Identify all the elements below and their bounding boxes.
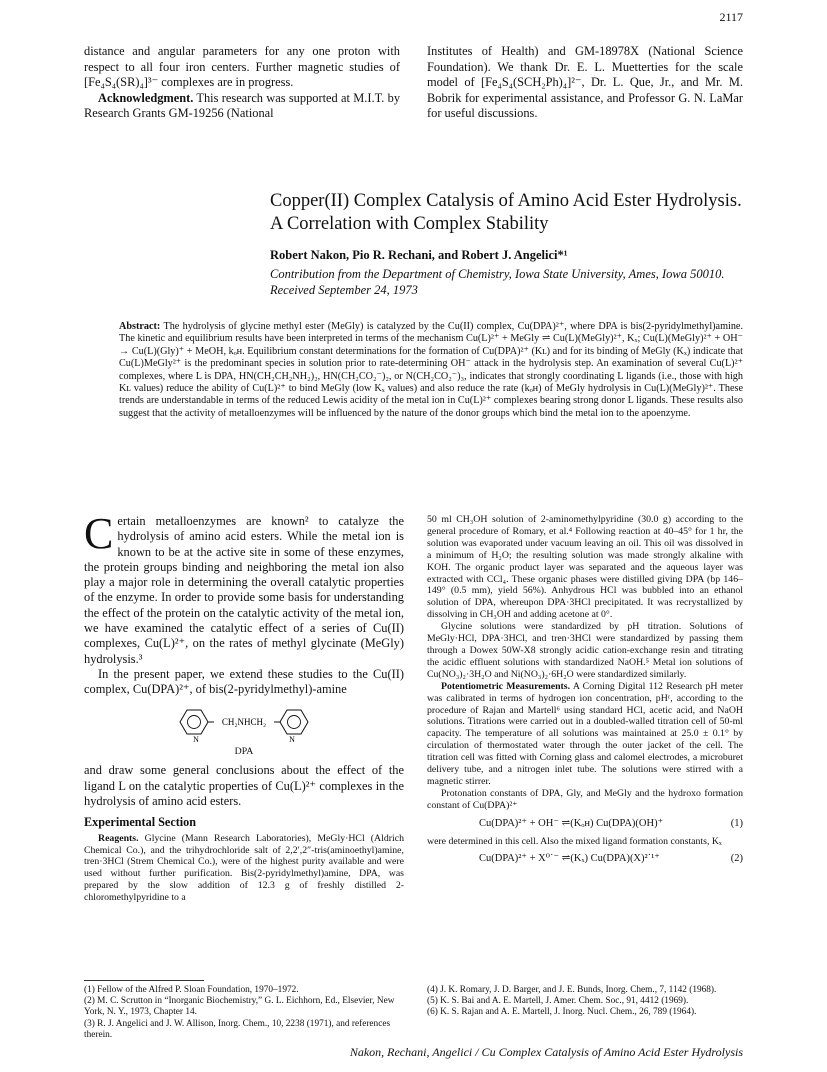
dpa-structure bbox=[84, 706, 404, 758]
intro-paragraph-1 bbox=[84, 509, 404, 667]
equation-1 bbox=[427, 818, 743, 830]
main-left-column bbox=[84, 509, 404, 904]
ack-text: This research was supported at M.I.T. by Research Grants GM-19256 (National bbox=[84, 90, 401, 120]
ack-heading: Acknowledgment. bbox=[98, 90, 194, 105]
potentiometric-heading: Potentiometric Measurements. bbox=[441, 680, 571, 692]
intro-paragraph-2: In the present paper, we extend these studies to the Cu(II) complex, Cu(DPA)²⁺, of bis(2-pyridylmethyl)-amine bbox=[84, 666, 404, 697]
intro-paragraph-3: and draw some general conclusions about the effect of the ligand L on the catalytic properties of Cu(L)²⁺ complexes in the hydrolysis of amino acid esters. bbox=[84, 763, 404, 809]
footnote-2: (2) M. C. Scrutton in “Inorganic Biochemistry,” G. L. Eichhorn, Ed., Elsevier, New York, N. Y., 1973, Chapter 14. bbox=[84, 996, 395, 1018]
abstract-text: The hydrolysis of glycine methyl ester (MeGly) is catalyzed by the Cu(II) complex, Cu(DPA)²⁺, where DPA is bis(2-pyridylmethyl)amine. The kinetic and equilibrium results have been interpreted in terms of the mechanism Cu(L)²⁺ + MeGly ⇌ Cu(L)(MeGly)²⁺, Kₓ; Cu(L)(MeGly)²⁺ + OH⁻ → Cu(L)(Gly)⁺ + MeOH, kₒʜ. Equilibrium constant determinations for the formation of Cu(DPA)²⁺ (Kʟ) and for its binding of MeGly (Kₓ) indicate that Cu(L)MeGly²⁺ is the predominant species in solution prior to rate-determining OH⁻ attack in the hydrolysis step. An examination of several Cu(L)²⁺ complexes, where L is DPA, HN(CH₂CH₂NH₂)₂, HN(CH₂CO₂⁻)₂, or N(CH₂CO₂⁻)₃, indicates that strongly coordinating L ligands (i.e., those with high Kʟ values) reduce the ability of Cu(L)²⁺ to bind MeGly (low Kₓ values) and also reduce the rate (kₒʜ) of MeGly hydrolysis in Cu(L)(MeGly)²⁺. These trends are understandable in terms of the reduced Lewis acidity of the metal ion in Cu(L)²⁺ complexes bearing strong donor L ligands. These results also suggest that the activity of metalloenzymes will be influenced by the nature of the donor groups which bind the metal ion to the apoenzyme. bbox=[119, 321, 743, 419]
acknowledgment bbox=[84, 91, 400, 122]
carryover-text: distance and angular parameters for any one proton with respect to all four iron centers. Further magnetic studies of [Fe₄S₄(SR)₄]³⁻ complexes are in progress. bbox=[84, 44, 400, 89]
reagents-paragraph bbox=[84, 833, 404, 904]
ack-continued: Institutes of Health) and GM-18978X (National Science Foundation). We thank Dr. E. L. Muetterties for the scale model of [Fe₄S₄(SCH₂Ph)₄]²⁻, Dr. L. Que, Jr., and Mr. M. Bobrik for experimental assistance, and Professor G. N. LaMar for useful discussions. bbox=[427, 44, 743, 120]
potentiometric-text: A Corning Digital 112 Research pH meter was calibrated in terms of hydrogen ion concentration, pHᶜ, according to the procedure of Rajan and Martell⁶ using standard HCl, acetic acid, and NaOH solutions. Titrations were carried out in a doubled-walled titration cell of 50-ml capacity. The temperature of all solutions was maintained at 25.0 ± 0.1° by circulation of thermostated water through the outer jacket of the cell. The titration cell was fitted with Corning glass and calomel electrodes, a microburet delivery tube, and a nitrogen inlet tube. The solutions were stirred with a magnetic stirrer. bbox=[427, 680, 743, 787]
footnotes-left bbox=[84, 985, 404, 1041]
footnote-4: (4) J. K. Romary, J. D. Barger, and J. E. Bunds, Inorg. Chem., 7, 1142 (1968). bbox=[427, 985, 717, 995]
experimental-heading: Experimental Section bbox=[84, 815, 197, 830]
right-paragraph-4: were determined in this cell. Also the mixed ligand formation constants, Kₓ bbox=[427, 835, 722, 847]
dpa-label: DPA bbox=[234, 745, 254, 757]
equation-1-number: (1) bbox=[730, 817, 743, 829]
top-left-column bbox=[84, 44, 400, 122]
right-paragraph-1: 50 ml CH₃OH solution of 2-aminomethylpyridine (30.0 g) according to the general procedure of Romary, et al.⁴ Following reaction at 40–45° for 1 hr, the solution was evaporated under vacuum leaving an oil. This oil was dissolved in a minimum of H₂O; the resulting solution was made strongly alkaline with KOH. The organic product layer was separated and the aqueous layer was extracted with CCl₄. These organic phases were distilled giving DPA (bp 146–149° (0.5 mm), yield 56%). Anhydrous HCl was bubbled into an ethanol solution of DPA, whereupon DPA·3HCl precipitated. It was recrystallized by dissolving in CH₃OH and adding acetone at 0°. bbox=[427, 514, 743, 621]
struct-center-label: CH₂NHCH₂ bbox=[221, 716, 267, 727]
abstract bbox=[119, 321, 743, 420]
page-number: 2117 bbox=[719, 10, 743, 24]
right-paragraph-2: Glycine solutions were standardized by pH titration. Solutions of MeGly·HCl, DPA·3HCl, and tren·3HCl were standardized by passing them through a Dowex 50W-X8 strongly acidic cation-exchange resin and titrating the acidic effluent solutions with standardized NaOH.⁵ Metal ion solutions of Cu(NO₃)₂·3H₂O and Ni(NO₃)₂·6H₂O were standardized similarly. bbox=[427, 621, 743, 680]
footnote-1: (1) Fellow of the Alfred P. Sloan Foundation, 1970–1972. bbox=[84, 985, 299, 995]
footnote-6: (6) K. S. Rajan and A. E. Martell, J. Inorg. Nucl. Chem., 26, 789 (1964). bbox=[427, 1007, 697, 1018]
authors: Robert Nakon, Pio R. Rechani, and Robert J. Angelici*¹ bbox=[270, 248, 568, 262]
reagents-heading: Reagents. bbox=[98, 832, 139, 844]
equation-1-text: Cu(DPA)²⁺ + OH⁻ ⇌(Kₒʜ) Cu(DPA)(OH)⁺ bbox=[479, 817, 664, 829]
abstract-label: Abstract: bbox=[119, 321, 161, 332]
intro-text-1: ertain metalloenzymes are known² to catalyze the hydrolysis of amino acid esters. While the metal ion is known to be at the active site in some of these enzymes, the protein groups binding and neighboring the metal ion also play a major role in determining the overall catalytic properties of the enzyme. In order to provide some basis for understanding the effect of the protein on the catalytic activity of the metal ion, we have examined the catalytic effect of a series of Cu(II) complexes, Cu(L)²⁺, on the rates of methyl glycinate (MeGly) hydrolysis.³ bbox=[84, 514, 404, 666]
drop-cap: C bbox=[84, 509, 114, 558]
footnotes-right bbox=[427, 985, 743, 1019]
equation-2-number: (2) bbox=[730, 853, 743, 865]
equation-2 bbox=[427, 853, 743, 865]
footnote-rule bbox=[84, 980, 204, 981]
top-right-column bbox=[427, 44, 743, 122]
struct-n-right: N bbox=[289, 734, 295, 744]
affiliation: Contribution from the Department of Chemistry, Iowa State University, Ames, Iowa 50010. Received September 24, 1973 bbox=[270, 267, 725, 297]
potentiometric-paragraph bbox=[427, 681, 743, 788]
footnote-5: (5) K. S. Bai and A. E. Martell, J. Amer. Chem. Soc., 91, 4412 (1969). bbox=[427, 996, 689, 1007]
reagents-text: Glycine (Mann Research Laboratories), MeGly·HCl (Aldrich Chemical Co.), and the trihydrochloride salt of 2,2′,2″-tris(aminoethyl)amine, tren·3HCl (Strem Chemical Co.), were of the highest purity available and were used without further purification. Bis(2-pyridylmethyl)amine, DPA, was prepared by the slow addition of 12.3 g of freshly distilled 2-chloromethylpyridine to a bbox=[84, 832, 404, 904]
running-footer: Nakon, Rechani, Angelici / Cu Complex Catalysis of Amino Acid Ester Hydrolysis bbox=[349, 1045, 743, 1059]
dpa-structure-diagram bbox=[169, 706, 319, 746]
article-header bbox=[270, 190, 750, 298]
main-right-column bbox=[427, 514, 743, 871]
footnote-3: (3) R. J. Angelici and J. W. Allison, Inorg. Chem., 10, 2238 (1971), and references therein. bbox=[84, 1018, 391, 1040]
struct-n-left: N bbox=[193, 734, 199, 744]
equation-2-text: Cu(DPA)²⁺ + X⁰˙⁻ ⇌(Kₓ) Cu(DPA)(X)²˙¹⁺ bbox=[479, 853, 660, 865]
article-title: Copper(II) Complex Catalysis of Amino Acid Ester Hydrolysis. A Correlation with Complex Stability bbox=[270, 191, 742, 234]
right-paragraph-3: Protonation constants of DPA, Gly, and MeGly and the hydroxo formation constant of Cu(DPA)²⁺ bbox=[427, 787, 743, 811]
